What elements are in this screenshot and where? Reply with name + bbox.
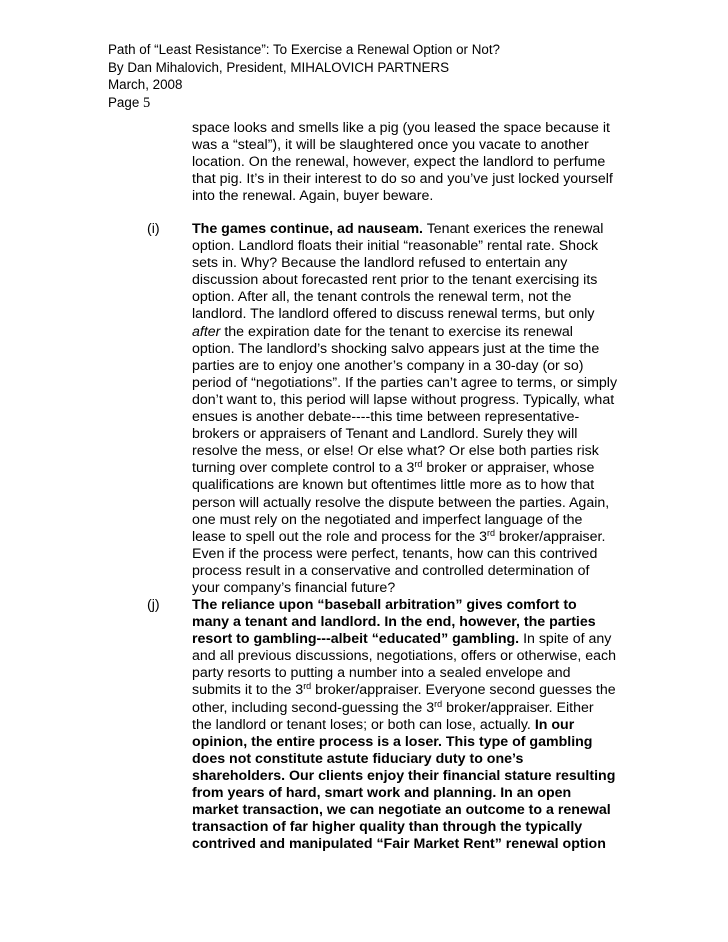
continuation-paragraph: [192, 120, 692, 205]
text-line: your company’s financial future?: [192, 579, 396, 596]
page-number-value: 5: [143, 94, 151, 111]
text-line: option. The landlord’s shocking salvo appears just at the time the: [192, 340, 600, 357]
text-line: space looks and smells like a pig (you leased the space because it: [192, 120, 610, 136]
text-line: and all previous discussions, negotiations, offers or otherwise, each: [192, 648, 617, 665]
text-line: resort to gambling---albeit “educated” gambling. In spite of any: [192, 631, 612, 648]
item-j-label: (j): [147, 597, 160, 613]
text-line: sets in. Why? Because the landlord refused to entertain any: [192, 255, 568, 272]
text-line: other, including second-guessing the 3rd broker/appraiser. Either: [192, 698, 594, 716]
text-line: many a tenant and landlord. In the end, however, the parties: [192, 614, 596, 631]
text-line: contrived and manipulated “Fair Market Rent” renewal option: [192, 836, 606, 853]
page-header: [108, 41, 500, 112]
text-line: landlord. The landlord offered to discuss renewal terms, but only: [192, 306, 595, 323]
text-line: that pig. It’s in their interest to do so and you’ve just locked yourself: [192, 171, 613, 188]
text-line: parties are to enjoy one another’s company in a 30-day (or so): [192, 357, 584, 374]
text-line: brokers or appraisers of Tenant and Landlord. Surely they will: [192, 426, 578, 443]
text-line: discussion about forecasted rent prior to the tenant exercising its: [192, 272, 598, 289]
text-line: resolve the mess, or else! Or else what? Or else both parties risk: [192, 443, 599, 460]
text-line: one must rely on the negotiated and imperfect language of the: [192, 511, 583, 528]
text-line: option. After all, the tenant controls the renewal term, not the: [192, 289, 572, 306]
text-line: person will actually resolve the dispute between the parties. Again,: [192, 494, 610, 511]
document-byline: By Dan Mihalovich, President, MIHALOVICH PARTNERS: [108, 59, 450, 75]
text-line: qualifications are known but oftentimes little more as to how that: [192, 477, 595, 494]
text-line: submits it to the 3rd broker/appraiser. Everyone second guesses the: [192, 681, 616, 699]
text-line: opinion, the entire process is a loser. This type of gambling: [192, 733, 593, 750]
text-line: was a “steal”), it will be slaughtered once you vacate to another: [192, 137, 589, 154]
text-line: transaction of far higher quality than through the typically: [192, 819, 583, 836]
text-line: process result in a conservative and controlled determination of: [192, 562, 590, 579]
text-line: The games continue, ad nauseam. Tenant exerices the renewal: [192, 221, 604, 237]
item-j-paragraph: [192, 597, 692, 853]
page-number: [108, 94, 500, 113]
item-i-heading: The games continue, ad nauseam.: [192, 221, 424, 237]
text-line: does not constitute astute fiduciary duty to one’s: [192, 750, 524, 767]
text-line: ensues is another debate----this time between representative-: [192, 409, 580, 426]
document-date: March, 2008: [108, 77, 183, 92]
item-i-label: (i): [147, 221, 160, 237]
text-line: from years of hard, smart work and planning. In an open: [192, 785, 572, 802]
text-line: turning over complete control to a 3rd broker or appraiser, whose: [192, 459, 595, 477]
page-label: Page: [108, 94, 140, 110]
document-title: Path of “Least Resistance”: To Exercise a Renewal Option or Not?: [108, 42, 500, 57]
text-line: lease to spell out the role and process for the 3rd broker/appraiser.: [192, 527, 606, 545]
text-line: don’t want to, this period will lapse without progress. Typically, what: [192, 391, 615, 408]
text-line: location. On the renewal, however, expect the landlord to perfume: [192, 154, 606, 171]
item-i-paragraph: [192, 221, 692, 597]
text-line: shareholders. Our clients enjoy their financial stature resulting: [192, 767, 616, 784]
text-line: after the expiration date for the tenant to exercise its renewal: [192, 323, 573, 340]
text-line: market transaction, we can negotiate an outcome to a renewal: [192, 802, 611, 819]
text-line: party resorts to putting a number into a sealed envelope and: [192, 665, 571, 682]
text-line: period of “negotiations”. If the parties can’t agree to terms, or simply: [192, 374, 618, 391]
text-line: the landlord or tenant loses; or both can lose, actually. In our: [192, 716, 575, 733]
text-line: The reliance upon “baseball arbitration” gives comfort to: [192, 597, 577, 613]
text-line: Even if the process were perfect, tenants, how can this contrived: [192, 545, 598, 562]
text-line: into the renewal. Again, buyer beware.: [192, 188, 434, 205]
text-line: option. Landlord floats their initial “reasonable” rental rate. Shock: [192, 238, 599, 255]
